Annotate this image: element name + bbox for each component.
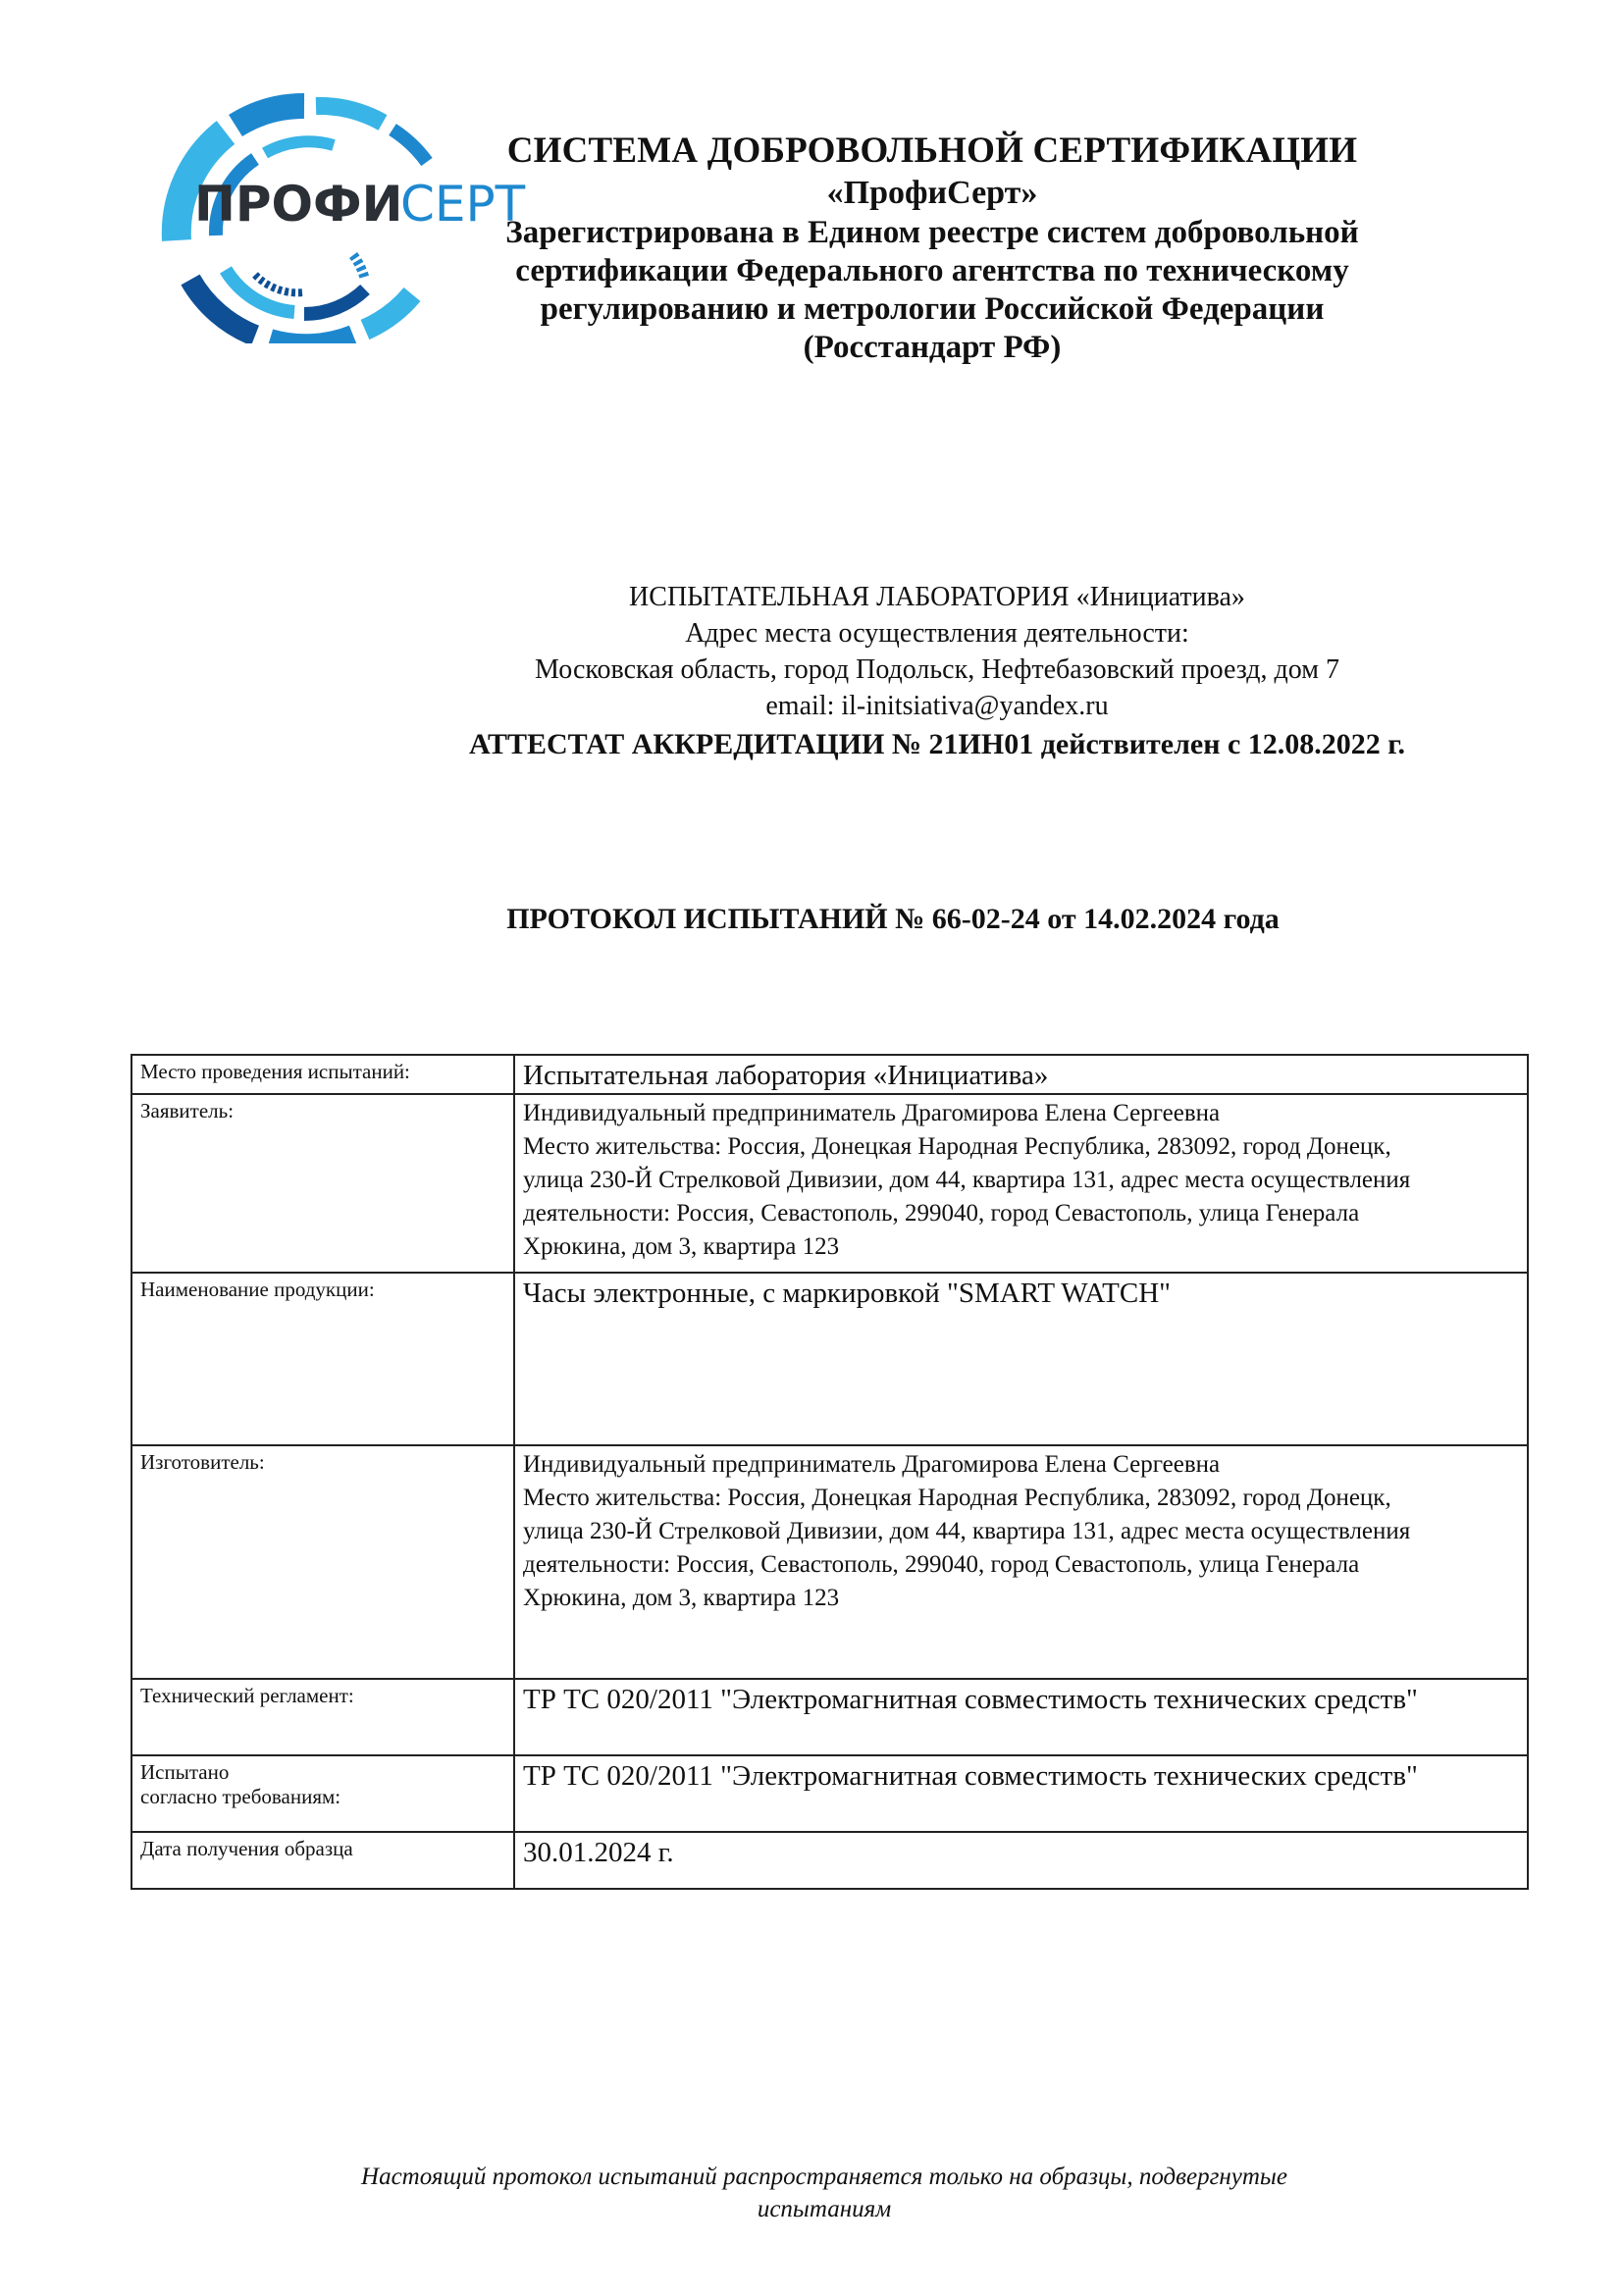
row-label-line: Дата получения образца bbox=[140, 1837, 353, 1860]
table-row bbox=[131, 1094, 1528, 1273]
logo-text-left: ПРОФИ bbox=[194, 176, 403, 233]
row-value-line: Хрюкина, дом 3, квартира 123 bbox=[523, 1585, 840, 1611]
row-value-line: Место жительства: Россия, Донецкая Народная Республика, 283092, город Донецк, bbox=[523, 1485, 1391, 1511]
row-label-line: Изготовитель: bbox=[140, 1450, 265, 1474]
row-label-line: Наименование продукции: bbox=[140, 1278, 375, 1301]
header-registration-line: сертификации Федерального агентства по техническому bbox=[515, 253, 1349, 288]
row-value-line: Испытательная лаборатория «Инициатива» bbox=[523, 1060, 1049, 1091]
table-row bbox=[131, 1832, 1528, 1889]
table-row bbox=[131, 1445, 1528, 1679]
laboratory-email: email: il-initsiativa@yandex.ru bbox=[765, 691, 1109, 721]
table-row bbox=[131, 1755, 1528, 1832]
row-value-line: Часы электронные, с маркировкой "SMART WATCH" bbox=[523, 1278, 1171, 1309]
row-value-line: деятельности: Россия, Севастополь, 299040, город Севастополь, улица Генерала bbox=[523, 1551, 1360, 1578]
row-value-line: 30.01.2024 г. bbox=[523, 1837, 674, 1868]
row-label-line: Заявитель: bbox=[140, 1099, 235, 1122]
footer-note-line: испытаниям bbox=[757, 2196, 892, 2222]
header-registration-line: (Росстандарт РФ) bbox=[803, 330, 1062, 365]
row-label bbox=[131, 1755, 514, 1832]
row-label-line: Место проведения испытаний: bbox=[140, 1060, 410, 1083]
header-brand: «ПрофиСерт» bbox=[826, 175, 1038, 211]
row-value-line: Индивидуальный предприниматель Драгомирова Елена Сергеевна bbox=[523, 1451, 1221, 1478]
footer-note bbox=[255, 2161, 1393, 2225]
footer-note-line: Настоящий протокол испытаний распространяется только на образцы, подвергнутые bbox=[361, 2164, 1287, 2190]
certification-header bbox=[412, 130, 1452, 367]
laboratory-address-label: Адрес места осуществления деятельности: bbox=[685, 618, 1189, 649]
row-value bbox=[514, 1094, 1528, 1273]
row-value-line: Индивидуальный предприниматель Драгомирова Елена Сергеевна bbox=[523, 1100, 1221, 1126]
row-value-line: улица 230-Й Стрелковой Дивизии, дом 44, квартира 131, адрес места осуществления bbox=[523, 1518, 1411, 1544]
row-label bbox=[131, 1094, 514, 1273]
row-label bbox=[131, 1679, 514, 1755]
row-label bbox=[131, 1832, 514, 1889]
protocol-info-table bbox=[131, 1054, 1529, 1890]
accreditation-statement: АТТЕСТАТ АККРЕДИТАЦИИ № 21ИН01 действителен с 12.08.2022 г. bbox=[468, 728, 1406, 760]
row-value bbox=[514, 1055, 1528, 1094]
table-row bbox=[131, 1273, 1528, 1445]
laboratory-name: ИСПЫТАТЕЛЬНАЯ ЛАБОРАТОРИЯ «Инициатива» bbox=[629, 582, 1245, 612]
header-registration-line: Зарегистрирована в Едином реестре систем добровольной bbox=[505, 215, 1359, 250]
row-label-line: согласно требованиям: bbox=[140, 1785, 341, 1808]
row-label-line: Испытано bbox=[140, 1760, 230, 1784]
laboratory-info bbox=[294, 579, 1580, 765]
protocol-title: ПРОТОКОЛ ИСПЫТАНИЙ № 66-02-24 от 14.02.2024 года bbox=[506, 903, 1280, 935]
logo-text-right: СЕРТ bbox=[400, 176, 526, 233]
table-row bbox=[131, 1679, 1528, 1755]
row-value-line: Место жительства: Россия, Донецкая Народная Республика, 283092, город Донецк, bbox=[523, 1133, 1391, 1160]
row-label-line: Технический регламент: bbox=[140, 1684, 354, 1707]
row-value bbox=[514, 1445, 1528, 1679]
row-label bbox=[131, 1445, 514, 1679]
row-value-line: ТР ТС 020/2011 "Электромагнитная совместимость технических средств" bbox=[523, 1760, 1418, 1792]
row-value bbox=[514, 1755, 1528, 1832]
header-title: СИСТЕМА ДОБРОВОЛЬНОЙ СЕРТИФИКАЦИИ bbox=[506, 130, 1358, 171]
laboratory-address: Московская область, город Подольск, Нефтебазовский проезд, дом 7 bbox=[535, 654, 1339, 685]
row-value-line: Хрюкина, дом 3, квартира 123 bbox=[523, 1233, 840, 1260]
header-registration-line: регулированию и метрологии Российской Федерации bbox=[540, 291, 1325, 327]
row-value-line: ТР ТС 020/2011 "Электромагнитная совместимость технических средств" bbox=[523, 1684, 1418, 1715]
row-label bbox=[131, 1273, 514, 1445]
row-value bbox=[514, 1273, 1528, 1445]
row-label bbox=[131, 1055, 514, 1094]
table-row bbox=[131, 1055, 1528, 1094]
row-value bbox=[514, 1679, 1528, 1755]
row-value-line: улица 230-Й Стрелковой Дивизии, дом 44, квартира 131, адрес места осуществления bbox=[523, 1167, 1411, 1193]
row-value-line: деятельности: Россия, Севастополь, 299040, город Севастополь, улица Генерала bbox=[523, 1200, 1360, 1226]
row-value bbox=[514, 1832, 1528, 1889]
